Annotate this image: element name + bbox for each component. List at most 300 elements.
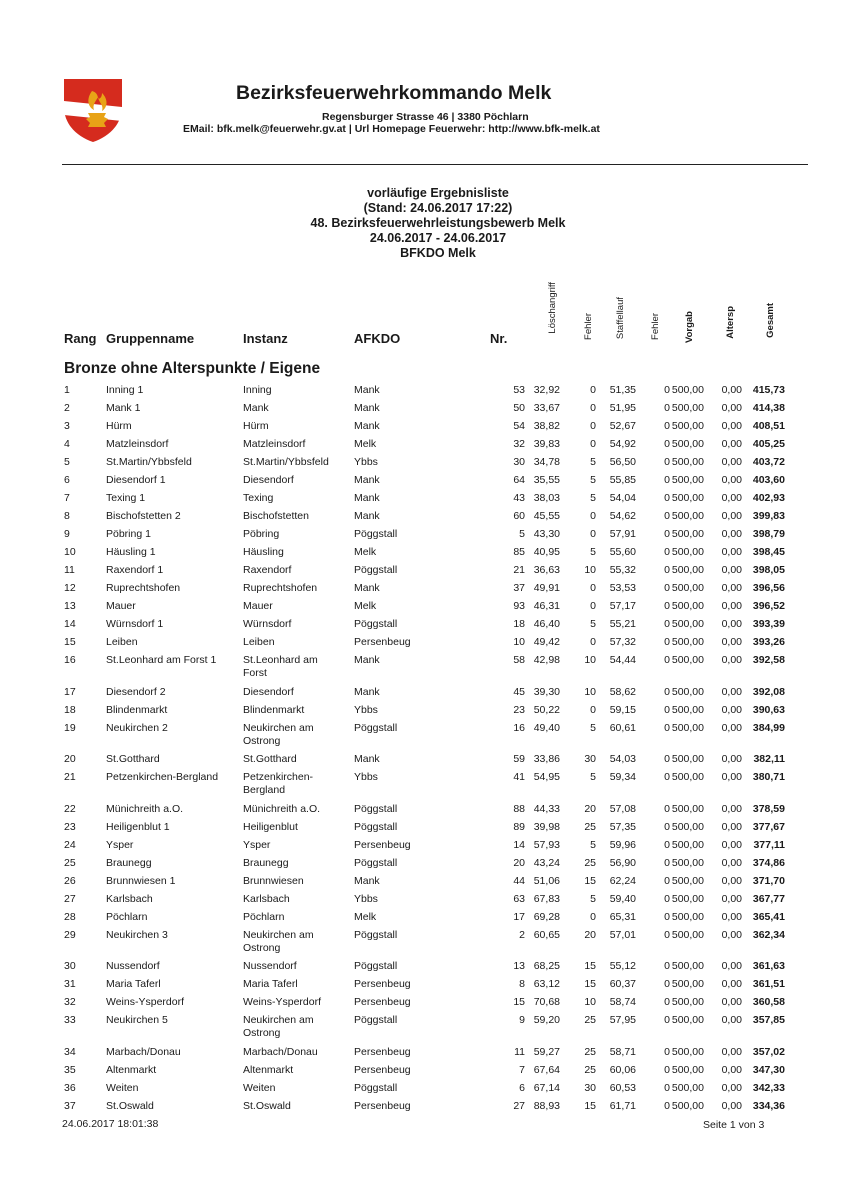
cell-staffellauf: 65,31 <box>609 910 636 923</box>
cell-afkdo: Persenbeug <box>354 1063 411 1076</box>
cell-loeschangriff: 50,22 <box>533 703 560 716</box>
title-line: 24.06.2017 - 24.06.2017 <box>369 231 507 245</box>
cell-fehler-2: 0 <box>664 721 670 734</box>
cell-rang: 32 <box>64 996 76 1008</box>
cell-fehler-1: 15 <box>584 1099 596 1112</box>
cell-gruppenname: Inning 1 <box>106 384 144 396</box>
cell-nr: 6 <box>519 1081 525 1094</box>
cell-instanz: Ruprechtshofen <box>243 582 318 594</box>
cell-altersp: 0,00 <box>721 856 742 869</box>
cell-rang: 31 <box>64 978 76 990</box>
cell-fehler-1: 20 <box>584 802 596 815</box>
cell-gesamt: 392,58 <box>752 654 785 666</box>
cell-staffellauf: 60,06 <box>609 1063 636 1076</box>
organization-contact: EMail: bfk.melk@feuerwehr.gv.at | Url Homepage Feuerwehr: http://www.bfk-melk.at <box>183 123 600 135</box>
cell-afkdo: Mank <box>354 420 380 432</box>
cell-fehler-1: 25 <box>584 1045 596 1058</box>
cell-fehler-1: 25 <box>584 1014 596 1026</box>
print-timestamp: 24.06.2017 18:01:38 <box>62 1118 159 1130</box>
cell-gruppenname: Mauer <box>106 600 136 612</box>
col-header-vorgab: Vorgab <box>684 311 695 344</box>
cell-staffellauf: 55,85 <box>609 474 636 486</box>
cell-gruppenname: Braunegg <box>106 856 152 869</box>
cell-afkdo: Mank <box>354 402 380 414</box>
cell-fehler-2: 0 <box>664 474 670 486</box>
cell-vorgab: 500,00 <box>671 618 704 630</box>
cell-altersp: 0,00 <box>721 960 742 972</box>
cell-afkdo: Pöggstall <box>354 802 398 815</box>
cell-fehler-2: 0 <box>664 753 670 765</box>
cell-fehler-1: 0 <box>590 582 596 594</box>
cell-fehler-1: 5 <box>590 838 596 851</box>
col-header-staffellauf: Staffellauf <box>615 297 626 340</box>
cell-rang: 11 <box>64 564 75 576</box>
cell-staffellauf: 57,35 <box>609 820 636 833</box>
cell-vorgab: 500,00 <box>671 771 704 783</box>
cell-fehler-1: 20 <box>584 928 596 941</box>
cell-gruppenname: Diesendorf 1 <box>106 474 166 486</box>
cell-fehler-1: 15 <box>584 874 596 887</box>
cell-staffellauf: 51,95 <box>609 402 636 414</box>
cell-fehler-2: 0 <box>664 420 670 432</box>
cell-loeschangriff: 70,68 <box>533 996 560 1008</box>
cell-vorgab: 500,00 <box>671 546 704 558</box>
cell-fehler-2: 0 <box>664 402 670 414</box>
cell-gesamt: 408,51 <box>752 420 785 432</box>
cell-staffellauf: 57,17 <box>609 600 636 612</box>
cell-nr: 30 <box>513 456 525 468</box>
cell-gesamt: 357,85 <box>752 1014 785 1026</box>
title-line: (Stand: 24.06.2017 17:22) <box>363 201 513 215</box>
cell-altersp: 0,00 <box>721 802 742 815</box>
cell-gruppenname: Texing 1 <box>106 492 146 504</box>
cell-fehler-2: 0 <box>664 1099 670 1112</box>
cell-vorgab: 500,00 <box>671 420 704 432</box>
cell-nr: 5 <box>519 528 525 540</box>
cell-nr: 2 <box>519 928 525 941</box>
cell-instanz: Neukirchen am Ostrong <box>243 928 314 954</box>
cell-altersp: 0,00 <box>721 928 742 941</box>
cell-fehler-2: 0 <box>664 1063 670 1076</box>
cell-rang: 19 <box>64 721 76 734</box>
cell-altersp: 0,00 <box>721 528 742 540</box>
cell-fehler-1: 10 <box>584 564 596 576</box>
cell-fehler-1: 5 <box>590 492 596 504</box>
cell-gruppenname: Maria Taferl <box>106 978 161 990</box>
cell-gesamt: 382,11 <box>753 753 785 765</box>
cell-vorgab: 500,00 <box>671 492 704 504</box>
cell-rang: 12 <box>64 582 76 594</box>
cell-gruppenname: St.Martin/Ybbsfeld <box>106 456 192 468</box>
cell-instanz: Häusling <box>243 546 284 558</box>
cell-loeschangriff: 35,55 <box>533 474 560 486</box>
cell-loeschangriff: 54,95 <box>533 771 560 783</box>
cell-fehler-2: 0 <box>664 1045 670 1058</box>
cell-gesamt: 396,56 <box>752 582 785 594</box>
cell-staffellauf: 60,37 <box>609 978 636 990</box>
cell-gesamt: 398,45 <box>752 546 785 558</box>
cell-staffellauf: 59,96 <box>609 838 636 851</box>
cell-instanz: Nussendorf <box>243 960 297 972</box>
cell-fehler-2: 0 <box>664 978 670 990</box>
cell-afkdo: Mank <box>354 753 380 765</box>
cell-fehler-1: 0 <box>590 910 596 923</box>
cell-rang: 18 <box>64 703 76 716</box>
cell-fehler-1: 0 <box>590 600 596 612</box>
cell-fehler-1: 10 <box>584 654 596 666</box>
cell-altersp: 0,00 <box>721 654 742 666</box>
cell-loeschangriff: 46,31 <box>533 600 560 612</box>
result-list-titles <box>0 186 848 261</box>
col-header-nr: Nr. <box>490 331 508 346</box>
col-header-fehler-1: Fehler <box>583 313 594 340</box>
cell-gesamt: 399,83 <box>752 510 785 522</box>
cell-rang: 27 <box>64 892 76 905</box>
cell-vorgab: 500,00 <box>671 874 704 887</box>
cell-gruppenname: Bischofstetten 2 <box>106 510 181 522</box>
cell-altersp: 0,00 <box>721 1063 742 1076</box>
cell-afkdo: Pöggstall <box>354 856 398 869</box>
cell-nr: 20 <box>513 856 525 869</box>
cell-nr: 50 <box>513 402 525 414</box>
cell-vorgab: 500,00 <box>671 960 704 972</box>
cell-staffellauf: 52,67 <box>609 420 636 432</box>
cell-vorgab: 500,00 <box>671 996 704 1008</box>
cell-vorgab: 500,00 <box>671 438 704 450</box>
cell-staffellauf: 57,01 <box>609 928 636 941</box>
cell-instanz: Ysper <box>243 838 271 851</box>
cell-vorgab: 500,00 <box>671 654 704 666</box>
cell-altersp: 0,00 <box>721 600 742 612</box>
cell-altersp: 0,00 <box>721 438 742 450</box>
cell-fehler-2: 0 <box>664 636 670 648</box>
cell-afkdo: Persenbeug <box>354 1099 411 1112</box>
cell-nr: 53 <box>513 384 525 396</box>
cell-altersp: 0,00 <box>721 636 742 648</box>
cell-gruppenname: Pöbring 1 <box>106 528 151 540</box>
cell-vorgab: 500,00 <box>671 802 704 815</box>
col-header-instanz: Instanz <box>243 331 288 346</box>
cell-gruppenname: Pöchlarn <box>106 910 148 923</box>
cell-fehler-2: 0 <box>664 654 670 666</box>
cell-vorgab: 500,00 <box>671 510 704 522</box>
cell-gesamt: 405,25 <box>752 438 785 450</box>
cell-vorgab: 500,00 <box>671 838 704 851</box>
cell-gesamt: 415,73 <box>752 384 785 396</box>
cell-gruppenname: Häusling 1 <box>106 546 156 558</box>
cell-loeschangriff: 67,64 <box>533 1063 560 1076</box>
cell-fehler-1: 0 <box>590 384 596 396</box>
cell-rang: 25 <box>64 856 76 869</box>
cell-loeschangriff: 60,65 <box>533 928 560 941</box>
cell-staffellauf: 55,60 <box>609 546 636 558</box>
cell-gesamt: 403,60 <box>752 474 785 486</box>
cell-gruppenname: Mank 1 <box>106 402 141 414</box>
cell-loeschangriff: 46,40 <box>533 618 560 630</box>
cell-rang: 4 <box>64 438 70 450</box>
cell-instanz: Heiligenblut <box>243 820 298 833</box>
cell-gruppenname: Raxendorf 1 <box>106 564 164 576</box>
cell-gruppenname: Altenmarkt <box>106 1063 157 1076</box>
cell-gruppenname: Neukirchen 2 <box>106 721 168 734</box>
cell-loeschangriff: 67,14 <box>533 1081 560 1094</box>
cell-gesamt: 362,34 <box>752 928 785 941</box>
cell-gruppenname: Karlsbach <box>106 892 153 905</box>
cell-afkdo: Persenbeug <box>354 996 411 1008</box>
cell-fehler-2: 0 <box>664 618 670 630</box>
cell-fehler-2: 0 <box>664 820 670 833</box>
cell-gruppenname: Ruprechtshofen <box>106 582 181 594</box>
cell-rang: 1 <box>64 384 70 396</box>
cell-afkdo: Ybbs <box>354 771 378 783</box>
cell-afkdo: Ybbs <box>354 456 378 468</box>
cell-nr: 60 <box>513 510 525 522</box>
cell-vorgab: 500,00 <box>671 978 704 990</box>
cell-instanz: St.Oswald <box>243 1099 291 1112</box>
cell-instanz: Mank <box>243 402 269 414</box>
cell-fehler-1: 0 <box>590 402 596 414</box>
cell-fehler-2: 0 <box>664 510 670 522</box>
cell-nr: 7 <box>519 1063 525 1076</box>
cell-afkdo: Pöggstall <box>354 1081 398 1094</box>
cell-instanz: Pöchlarn <box>243 910 285 923</box>
cell-rang: 33 <box>64 1014 76 1026</box>
cell-nr: 54 <box>513 420 525 432</box>
cell-gesamt: 377,11 <box>753 838 785 851</box>
cell-vorgab: 500,00 <box>671 402 704 414</box>
cell-loeschangriff: 57,93 <box>533 838 560 851</box>
cell-gesamt: 360,58 <box>752 996 785 1008</box>
cell-fehler-2: 0 <box>664 960 670 972</box>
cell-gesamt: 378,59 <box>752 802 785 815</box>
cell-altersp: 0,00 <box>721 474 742 486</box>
cell-staffellauf: 57,95 <box>609 1014 636 1026</box>
cell-altersp: 0,00 <box>721 892 742 905</box>
cell-afkdo: Persenbeug <box>354 636 411 648</box>
cell-nr: 93 <box>513 600 525 612</box>
title-line: BFKDO Melk <box>400 246 476 260</box>
cell-altersp: 0,00 <box>721 685 742 698</box>
cell-loeschangriff: 49,40 <box>533 721 560 734</box>
cell-instanz: Karlsbach <box>243 892 290 905</box>
cell-afkdo: Mank <box>354 685 380 698</box>
cell-loeschangriff: 45,55 <box>533 510 560 522</box>
cell-instanz: Neukirchen am Ostrong <box>243 721 314 747</box>
cell-altersp: 0,00 <box>721 618 742 630</box>
cell-gruppenname: Neukirchen 3 <box>106 928 168 941</box>
cell-instanz: Diesendorf <box>243 474 294 486</box>
cell-afkdo: Ybbs <box>354 703 378 716</box>
cell-fehler-1: 0 <box>590 438 596 450</box>
cell-gesamt: 347,30 <box>752 1063 785 1076</box>
cell-fehler-1: 0 <box>590 420 596 432</box>
cell-loeschangriff: 43,30 <box>533 528 560 540</box>
cell-rang: 2 <box>64 402 70 414</box>
cell-staffellauf: 54,04 <box>609 492 636 504</box>
cell-nr: 10 <box>513 636 525 648</box>
cell-fehler-2: 0 <box>664 546 670 558</box>
cell-vorgab: 500,00 <box>671 600 704 612</box>
cell-fehler-2: 0 <box>664 703 670 716</box>
cell-gruppenname: Heiligenblut 1 <box>106 820 170 833</box>
cell-vorgab: 500,00 <box>671 564 704 576</box>
cell-altersp: 0,00 <box>721 510 742 522</box>
cell-afkdo: Pöggstall <box>354 564 398 576</box>
cell-gesamt: 367,77 <box>752 892 785 905</box>
cell-fehler-1: 10 <box>584 996 596 1008</box>
cell-staffellauf: 60,53 <box>609 1081 636 1094</box>
cell-rang: 9 <box>64 528 70 540</box>
cell-altersp: 0,00 <box>721 910 742 923</box>
cell-staffellauf: 59,40 <box>609 892 636 905</box>
cell-fehler-2: 0 <box>664 838 670 851</box>
cell-altersp: 0,00 <box>721 1014 742 1026</box>
cell-loeschangriff: 36,63 <box>533 564 560 576</box>
fire-brigade-crest-icon <box>62 77 124 143</box>
cell-altersp: 0,00 <box>721 838 742 851</box>
col-header-fehler-2: Fehler <box>650 313 661 340</box>
cell-fehler-2: 0 <box>664 528 670 540</box>
cell-loeschangriff: 32,92 <box>533 384 560 396</box>
cell-instanz: Petzenkirchen-Bergland <box>243 771 314 796</box>
cell-loeschangriff: 42,98 <box>533 654 560 666</box>
cell-fehler-2: 0 <box>664 1081 670 1094</box>
cell-nr: 16 <box>513 721 525 734</box>
cell-altersp: 0,00 <box>721 703 742 716</box>
col-header-gesamt: Gesamt <box>765 303 776 338</box>
cell-afkdo: Pöggstall <box>354 960 398 972</box>
cell-nr: 64 <box>513 474 525 486</box>
cell-loeschangriff: 39,83 <box>533 438 560 450</box>
cell-loeschangriff: 33,67 <box>533 402 560 414</box>
cell-rang: 24 <box>64 838 76 851</box>
cell-instanz: Würnsdorf <box>243 618 292 630</box>
cell-loeschangriff: 38,82 <box>533 420 560 432</box>
cell-nr: 44 <box>513 874 525 887</box>
cell-instanz: Weiten <box>243 1081 276 1094</box>
cell-rang: 13 <box>64 600 76 612</box>
cell-altersp: 0,00 <box>721 996 742 1008</box>
cell-rang: 10 <box>64 546 76 558</box>
cell-altersp: 0,00 <box>721 492 742 504</box>
cell-gruppenname: Münichreith a.O. <box>106 802 184 815</box>
cell-altersp: 0,00 <box>721 402 742 414</box>
cell-altersp: 0,00 <box>721 753 742 765</box>
cell-vorgab: 500,00 <box>671 820 704 833</box>
cell-vorgab: 500,00 <box>671 384 704 396</box>
cell-instanz: Mauer <box>243 600 273 612</box>
cell-instanz: Maria Taferl <box>243 978 298 990</box>
cell-afkdo: Pöggstall <box>354 1014 398 1026</box>
cell-rang: 26 <box>64 874 76 887</box>
cell-nr: 8 <box>519 978 525 990</box>
cell-nr: 37 <box>513 582 525 594</box>
cell-vorgab: 500,00 <box>671 1063 704 1076</box>
cell-instanz: St.Leonhard am Forst <box>243 654 318 679</box>
cell-rang: 29 <box>64 928 76 941</box>
cell-altersp: 0,00 <box>721 420 742 432</box>
cell-gesamt: 403,72 <box>752 456 785 468</box>
cell-altersp: 0,00 <box>721 1081 742 1094</box>
cell-gesamt: 361,51 <box>752 978 785 990</box>
title-line: 48. Bezirksfeuerwehrleistungsbewerb Melk <box>310 216 566 230</box>
cell-nr: 89 <box>513 820 525 833</box>
cell-instanz: Diesendorf <box>243 685 294 698</box>
cell-vorgab: 500,00 <box>671 892 704 905</box>
organization-title: Bezirksfeuerwehrkommando Melk <box>236 82 552 104</box>
cell-staffellauf: 58,71 <box>609 1045 636 1058</box>
cell-gruppenname: St.Gotthard <box>106 753 160 765</box>
cell-loeschangriff: 34,78 <box>533 456 560 468</box>
cell-afkdo: Persenbeug <box>354 1045 411 1058</box>
cell-vorgab: 500,00 <box>671 636 704 648</box>
cell-staffellauf: 56,50 <box>609 456 636 468</box>
cell-vorgab: 500,00 <box>671 456 704 468</box>
cell-fehler-1: 5 <box>590 618 596 630</box>
cell-instanz: Neukirchen am Ostrong <box>243 1014 314 1039</box>
col-header-loeschangriff: Löschangriff <box>547 282 558 334</box>
cell-instanz: St.Gotthard <box>243 753 297 765</box>
cell-nr: 63 <box>513 892 525 905</box>
cell-gesamt: 380,71 <box>752 771 785 783</box>
cell-rang: 36 <box>64 1081 76 1094</box>
cell-fehler-1: 5 <box>590 546 596 558</box>
cell-gesamt: 377,67 <box>752 820 785 833</box>
cell-gruppenname: Nussendorf <box>106 960 160 972</box>
cell-loeschangriff: 68,25 <box>533 960 560 972</box>
cell-rang: 35 <box>64 1063 76 1076</box>
cell-nr: 43 <box>513 492 525 504</box>
cell-loeschangriff: 67,83 <box>533 892 560 905</box>
cell-fehler-2: 0 <box>664 910 670 923</box>
cell-nr: 59 <box>513 753 525 765</box>
cell-staffellauf: 51,35 <box>609 384 636 396</box>
cell-staffellauf: 55,32 <box>609 564 636 576</box>
cell-loeschangriff: 40,95 <box>533 546 560 558</box>
cell-gesamt: 365,41 <box>752 910 785 923</box>
cell-staffellauf: 61,71 <box>609 1099 636 1112</box>
cell-altersp: 0,00 <box>721 564 742 576</box>
cell-rang: 28 <box>64 910 76 923</box>
cell-nr: 45 <box>513 685 525 698</box>
cell-fehler-1: 0 <box>590 636 596 648</box>
cell-staffellauf: 57,08 <box>609 802 636 815</box>
cell-instanz: Altenmarkt <box>243 1063 294 1076</box>
cell-gesamt: 357,02 <box>752 1045 785 1058</box>
cell-fehler-2: 0 <box>664 1014 670 1026</box>
cell-instanz: St.Martin/Ybbsfeld <box>243 456 329 468</box>
cell-instanz: Braunegg <box>243 856 289 869</box>
cell-vorgab: 500,00 <box>671 1081 704 1094</box>
cell-instanz: Inning <box>243 384 272 396</box>
cell-fehler-2: 0 <box>664 802 670 815</box>
cell-gruppenname: Hürm <box>106 420 132 432</box>
cell-gesamt: 374,86 <box>752 856 785 869</box>
cell-fehler-1: 5 <box>590 456 596 468</box>
cell-loeschangriff: 43,24 <box>533 856 560 869</box>
cell-afkdo: Mank <box>354 510 380 522</box>
cell-fehler-1: 0 <box>590 528 596 540</box>
cell-afkdo: Persenbeug <box>354 978 411 990</box>
cell-rang: 37 <box>64 1099 76 1112</box>
cell-fehler-2: 0 <box>664 564 670 576</box>
cell-gesamt: 390,63 <box>752 703 785 716</box>
cell-nr: 15 <box>513 996 525 1008</box>
cell-rang: 22 <box>64 802 76 815</box>
cell-fehler-1: 25 <box>584 1063 596 1076</box>
cell-rang: 6 <box>64 474 70 486</box>
cell-staffellauf: 58,74 <box>609 996 636 1008</box>
